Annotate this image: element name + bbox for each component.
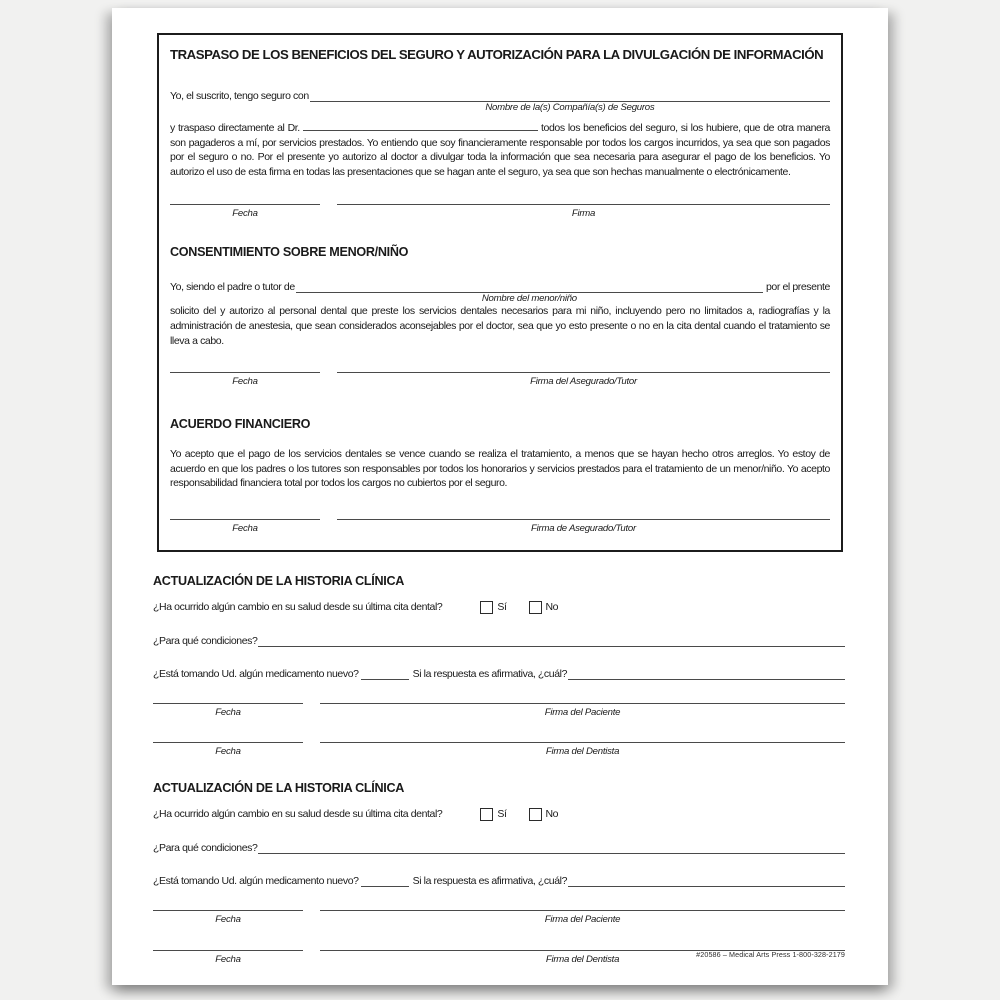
section-title-historia-1: ACTUALIZACIÓN DE LA HISTORIA CLÍNICA xyxy=(153,573,405,588)
section-title-acuerdo: ACUERDO FINANCIERO xyxy=(170,417,311,432)
section-title-historia-2: ACTUALIZACIÓN DE LA HISTORIA CLÍNICA xyxy=(153,780,405,795)
checkbox-si[interactable] xyxy=(480,808,493,821)
minor-consent-paragraph: solicito del y autorizo al personal dental que preste los servicios dentales necesarios para mi niño, incluyendo pero no limitados a, radiografías y la administración de anestesia, que sean considerados aconsejables por el doctor, sea que yo esto presente o no en la cita dental cuando el tratamiento se lleva a cabo. xyxy=(170,305,830,347)
conditions-line[interactable] xyxy=(258,840,845,854)
section-title-traspaso: TRASPASO DE LOS BENEFICIOS DEL SEGURO Y AUTORIZACIÓN PARA LA DIVULGACIÓN DE INFORMACIÓN xyxy=(170,47,824,62)
signature-label: Firma del Dentista xyxy=(545,745,620,757)
conditions-label: ¿Para qué condiciones? xyxy=(153,634,258,647)
checkbox-no[interactable] xyxy=(529,808,542,821)
medication-question: ¿Está tomando Ud. algún medicamento nuevo? xyxy=(153,874,359,887)
date-label: Fecha xyxy=(232,376,258,388)
option-no xyxy=(529,808,559,821)
date-label: Fecha xyxy=(232,208,258,220)
insurance-company-row xyxy=(170,88,830,113)
dentist-signature-row xyxy=(153,742,845,757)
history-update-section-1 xyxy=(153,574,845,757)
option-si xyxy=(480,601,506,614)
dentist-signature-field[interactable] xyxy=(320,742,845,757)
doctor-name-line[interactable] xyxy=(303,120,538,131)
checkbox-no-label: No xyxy=(545,601,559,614)
health-change-question: ¿Ha ocurrido algún cambio en su salud desde su última cita dental? xyxy=(153,808,443,821)
minor-name-row xyxy=(170,279,830,305)
health-change-question-row xyxy=(153,601,845,614)
dentist-date-field[interactable] xyxy=(153,950,303,965)
medication-which-line[interactable] xyxy=(568,666,845,680)
checkbox-si-label: Sí xyxy=(497,601,507,614)
patient-signature-row xyxy=(153,910,845,925)
medication-answer-line[interactable] xyxy=(361,875,409,887)
insurance-company-line[interactable] xyxy=(310,88,830,113)
health-change-question: ¿Ha ocurrido algún cambio en su salud desde su última cita dental? xyxy=(153,601,443,614)
option-si xyxy=(480,808,506,821)
medication-which-label: Si la respuesta es afirmativa, ¿cuál? xyxy=(412,874,568,887)
date-label: Fecha xyxy=(215,745,241,757)
assignment-body-text: todos los beneficios del seguro, si los hubiere, que de otra manera son pagaderos a mí, por servicios prestados. Yo entiendo que soy financieramente responsable por todos los cargos incurridos, ya sea que son pagados por el seguro o no. Por el presente yo autorizo al doctor a divulgar toda la información que sea necesaria para asegurar el pago de los beneficios. Yo autorizo el uso de esta firma en todas las presentaciones que se hagan ante el seguro, ya sea que son hechas manualmente o electrónicamente. xyxy=(170,122,830,178)
date-label: Fecha xyxy=(232,522,258,534)
financial-signature-field[interactable] xyxy=(337,519,830,534)
option-no xyxy=(529,601,559,614)
insurance-company-caption: Nombre de la(s) Compañía(s) de Seguros xyxy=(485,102,655,113)
minor-name-label: Yo, siendo el padre o tutor de xyxy=(170,281,295,294)
assignment-date-field[interactable] xyxy=(170,204,320,219)
medication-which-line[interactable] xyxy=(568,873,845,887)
patient-signature-row xyxy=(153,703,845,718)
form-imprint: #20586 – Medical Arts Press 1-800-328-2179 xyxy=(696,950,845,959)
minor-signature-field[interactable] xyxy=(337,372,830,387)
financial-date-field[interactable] xyxy=(170,519,320,534)
checkbox-no[interactable] xyxy=(529,601,542,614)
minor-name-suffix: por el presente xyxy=(765,281,830,294)
assignment-signature-row xyxy=(170,204,830,219)
checkbox-no-label: No xyxy=(545,808,559,821)
patient-date-field[interactable] xyxy=(153,910,303,925)
insurance-company-label: Yo, el suscrito, tengo seguro con xyxy=(170,90,309,102)
minor-name-caption: Nombre del menor/niño xyxy=(481,293,577,305)
insurance-assignment-box xyxy=(157,33,843,552)
patient-signature-field[interactable] xyxy=(320,910,845,925)
checkbox-si-label: Sí xyxy=(497,808,507,821)
patient-date-field[interactable] xyxy=(153,703,303,718)
signature-label: Firma del Dentista xyxy=(545,953,620,965)
minor-signature-row xyxy=(170,372,830,387)
date-label: Fecha xyxy=(215,953,241,965)
conditions-label: ¿Para qué condiciones? xyxy=(153,841,258,854)
assignment-paragraph xyxy=(170,120,830,179)
signature-label: Firma del Paciente xyxy=(544,706,621,718)
medication-row xyxy=(153,873,845,887)
medication-which-label: Si la respuesta es afirmativa, ¿cuál? xyxy=(412,667,568,680)
health-change-question-row xyxy=(153,808,845,821)
health-change-options xyxy=(480,808,558,821)
signature-label: Firma de Asegurado/Tutor xyxy=(531,522,636,534)
section-title-consentimiento: CONSENTIMIENTO SOBRE MENOR/NIÑO xyxy=(170,245,409,260)
medication-question: ¿Está tomando Ud. algún medicamento nuevo? xyxy=(153,667,359,680)
assignment-body-prefix: y traspaso directamente al Dr. xyxy=(170,122,300,134)
date-label: Fecha xyxy=(215,913,241,925)
dentist-date-field[interactable] xyxy=(153,742,303,757)
medication-row xyxy=(153,666,845,680)
minor-date-field[interactable] xyxy=(170,372,320,387)
history-update-section-2 xyxy=(153,781,845,965)
conditions-row xyxy=(153,840,845,854)
health-change-options xyxy=(480,601,558,614)
minor-name-line[interactable] xyxy=(296,279,763,305)
medication-answer-line[interactable] xyxy=(361,668,409,680)
date-label: Fecha xyxy=(215,706,241,718)
signature-label: Firma xyxy=(571,208,596,220)
conditions-line[interactable] xyxy=(258,633,845,647)
financial-paragraph: Yo acepto que el pago de los servicios dentales se vence cuando se realiza el tratamiento, a menos que se hayan hecho otros arreglos. Yo estoy de acuerdo en que los padres o los tutores son responsables por todos los honorarios y servicios prestados para el tratamiento de un menor/niño. Yo acepto responsabilidad financiera total por todos los cargos no cubiertos por el seguro. xyxy=(170,448,830,490)
patient-signature-field[interactable] xyxy=(320,703,845,718)
signature-label: Firma del Paciente xyxy=(544,913,621,925)
assignment-signature-field[interactable] xyxy=(337,204,830,219)
conditions-row xyxy=(153,633,845,647)
financial-signature-row xyxy=(170,519,830,534)
signature-label: Firma del Asegurado/Tutor xyxy=(530,376,637,388)
checkbox-si[interactable] xyxy=(480,601,493,614)
form-page xyxy=(112,8,888,985)
